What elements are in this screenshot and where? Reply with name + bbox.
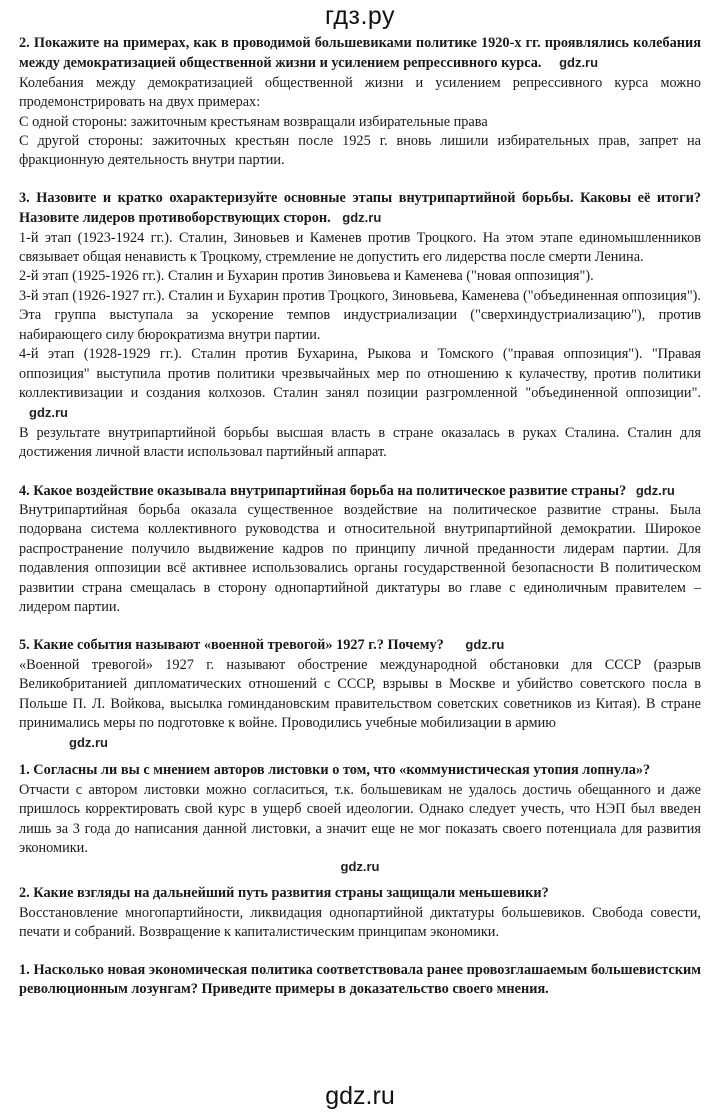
answer-paragraph: С одной стороны: зажиточным крестьянам возвращали избирательные права xyxy=(19,113,488,130)
answer-paragraph: «Военной тревогой» 1927 г. называют обострение международной обстановки для СССР (разрыв Великобританией дипломатических отношений с СССР, взрывы в Москве и убийство советского посла в Польше П. Л. Войкова, высылка гоминдановским правительством советских советников из Китая). В стране принимались меры по подготовке к войне. Проводились учебные мобилизации в армию xyxy=(19,656,701,731)
watermark: gdz.ru xyxy=(465,637,505,653)
answer-text: 4-й этап (1928-1929 гг.). Сталин против Бухарина, Рыкова и Томского ("правая оппозиция"). "Правая оппозиция" выступила против политики чрезвычайных мер по отношению к кулачеству, против политики коллективизации и создания колхозов. Сталин занял позиции разгромленной "объединенной оппозиции". xyxy=(19,346,701,401)
watermark: gdz.ru xyxy=(342,210,382,226)
question-1 xyxy=(19,34,701,74)
watermark: gdz.ru xyxy=(559,55,599,71)
qa-section-6 xyxy=(19,884,701,942)
answer-paragraph: Внутрипартийная борьба оказала существенное воздействие на политическое развитие страны. Была подорвана система коллективного руководства и относительной внутрипартийной демократии. Широкое распространение получило выдвижение кадров по принципу личной преданности лидерам партии. Для подавления оппозиции всё активнее использовались органы государственной безопасности В политическом развитии страна смещалась в сторону однопартийной диктатуры во главе с единоличным правителем – лидером партии. xyxy=(19,501,701,615)
qa-section-2 xyxy=(19,189,701,463)
question-2 xyxy=(19,189,701,229)
answer-paragraph: Восстановление многопартийности, ликвидация однопартийной диктатуры большевиков. Свобода совести, печати и собраний. Возвращение к капиталистическим принципам экономики. xyxy=(19,904,701,941)
qa-section-7 xyxy=(19,961,701,1000)
question-text: 4. Какое воздействие оказывала внутрипартийная борьба на политическое развитие страны? xyxy=(19,482,627,499)
document-body xyxy=(19,34,701,999)
watermark: gdz.ru xyxy=(29,405,68,421)
question-text: 2. Какие взгляды на дальнейший путь развития страны защищали меньшевики? xyxy=(19,885,549,902)
qa-section-1 xyxy=(19,34,701,171)
question-text: 5. Какие события называют «военной тревогой» 1927 г.? Почему? xyxy=(19,637,444,654)
answer-paragraph xyxy=(19,345,701,424)
answer-paragraph: В результате внутрипартийной борьбы высшая власть в стране оказалась в руках Сталина. Сталин для достижения личной власти использовал партийный аппарат. xyxy=(19,424,701,461)
question-text: 1. Насколько новая экономическая политика соответствовала ранее провозглашаемым большевистским революционным лозунгам? Приведите примеры в доказательство своего мнения. xyxy=(19,961,701,998)
answer-paragraph: Отчасти с автором листовки можно согласиться, т.к. большевикам не удалось достичь обещанного и даже пришлось корректировать свой курс в ущерб своей идеологии. Однако следует учесть, что НЭП был введен лишь за 3 года до написания данной листовки, а значит еще не мог показать своего потенциала для развития экономики. xyxy=(19,781,701,857)
answer-paragraph: 3-й этап (1926-1927 гг.). Сталин и Бухарин против Троцкого, Зиновьева, Каменева ("объединенная оппозиция"). Эта группа выступала за ускорение темпов индустриализации ("сверхиндустриализацию"), против набирающего силу бюрократизма внутри партии. xyxy=(19,287,701,343)
watermark: gdz.ru xyxy=(340,859,380,875)
answer-paragraph: Колебания между демократизацией общественной жизни и усилением репрессивного курса можно продемонстрировать на двух примерах: xyxy=(19,74,701,111)
answer-paragraph: 1-й этап (1923-1924 гг.). Сталин, Зиновьев и Каменев против Троцкого. На этом этапе единомышленников связывает общая ненависть к Троцкому, стремление не допустить его лидерства после смерти Ленина. xyxy=(19,229,701,266)
question-5 xyxy=(19,761,701,780)
watermark: gdz.ru xyxy=(69,735,108,751)
question-4 xyxy=(19,635,701,655)
answer-paragraph: 2-й этап (1925-1926 гг.). Сталин и Бухарин против Зиновьева и Каменева ("новая оппозиция"). xyxy=(19,268,594,285)
question-text: 3. Назовите и кратко охарактеризуйте основные этапы внутрипартийной борьбы. Каковы её итоги? Назовите лидеров противоборствующих сторон. xyxy=(19,189,701,227)
question-3 xyxy=(19,481,701,501)
question-6 xyxy=(19,884,701,903)
site-header-title: гдз.ру xyxy=(324,2,396,30)
qa-section-5 xyxy=(19,761,701,876)
question-text: 2. Покажите на примерах, как в проводимой большевиками политике 1920-х гг. проявлялись колебания между демократизацией общественной жизни и усилением репрессивного курса. xyxy=(19,35,701,72)
site-footer-title: gdz.ru xyxy=(325,1082,395,1110)
question-text: 1. Согласны ли вы с мнением авторов листовки о том, что «коммунистическая утопия лопнула»? xyxy=(19,762,651,779)
qa-section-4 xyxy=(19,635,701,753)
answer-paragraph: С другой стороны: зажиточных крестьян после 1925 г. вновь лишили избирательных прав, запрет на фракционную деятельность внутри партии. xyxy=(19,133,701,169)
watermark: gdz.ru xyxy=(635,482,675,498)
question-7 xyxy=(19,961,701,1000)
qa-section-3 xyxy=(19,481,701,618)
